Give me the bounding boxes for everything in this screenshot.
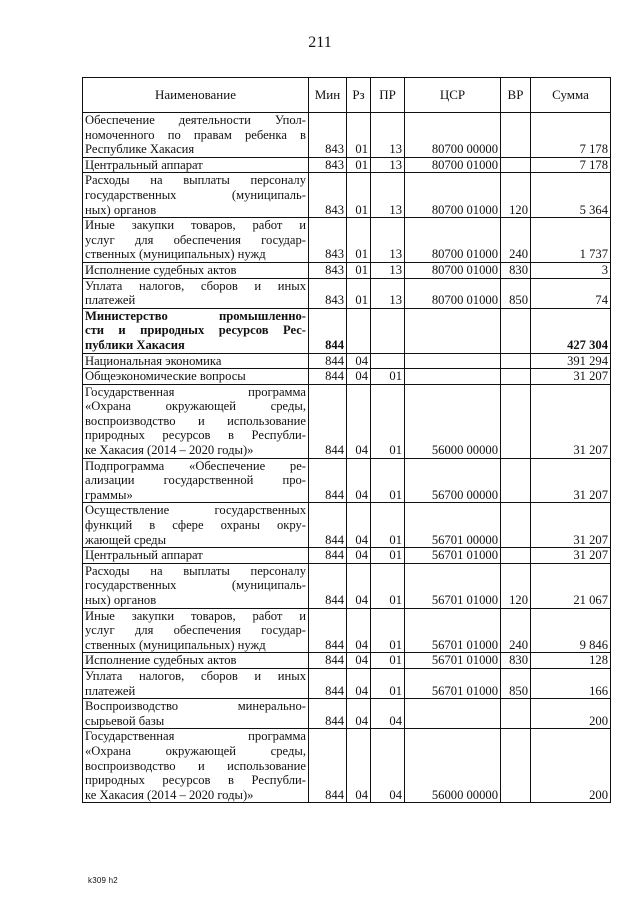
row-name [83, 668, 309, 698]
row-rz: 04 [347, 353, 371, 369]
row-pr: 13 [371, 157, 405, 173]
row-rz: 04 [347, 384, 371, 458]
table-body [83, 113, 611, 803]
row-name-line: Исполнение судебных актов [85, 653, 237, 668]
row-name-line: услуг для обеспечения государ- [85, 623, 306, 638]
table-header-row [83, 78, 611, 113]
row-name-line: ственных (муниципальных) нужд [85, 247, 266, 262]
row-csr: 80700 01000 [405, 262, 501, 278]
table-row [83, 608, 611, 653]
row-name-line: государственных (муниципаль- [85, 187, 306, 202]
row-name-line: платежей [85, 683, 136, 698]
row-vr [501, 353, 531, 369]
row-name [83, 369, 309, 385]
row-min: 844 [309, 353, 347, 369]
table-row [83, 262, 611, 278]
table-row [83, 278, 611, 308]
row-pr: 13 [371, 278, 405, 308]
row-sum: 5 364 [531, 173, 611, 218]
row-sum: 200 [531, 699, 611, 729]
row-sum: 31 207 [531, 548, 611, 564]
row-vr [501, 548, 531, 564]
table-row [83, 369, 611, 385]
row-pr: 01 [371, 608, 405, 653]
row-sum: 3 [531, 262, 611, 278]
row-name-line: «Охрана окружающей среды, [85, 743, 306, 758]
row-csr: 80700 01000 [405, 173, 501, 218]
row-vr: 240 [501, 608, 531, 653]
row-csr: 56701 01000 [405, 548, 501, 564]
row-vr: 830 [501, 262, 531, 278]
table-row [83, 113, 611, 158]
row-vr: 850 [501, 278, 531, 308]
row-name-line: сти и природных ресурсов Рес- [85, 323, 306, 338]
row-name-line: номоченного по правам ребенка в [85, 127, 306, 142]
row-rz: 01 [347, 173, 371, 218]
table-row [83, 503, 611, 548]
row-name-line: ных) органов [85, 593, 157, 607]
row-sum: 74 [531, 278, 611, 308]
row-sum: 7 178 [531, 113, 611, 158]
row-pr: 01 [371, 653, 405, 669]
row-name [83, 699, 309, 729]
row-vr [501, 157, 531, 173]
row-csr: 56701 01000 [405, 653, 501, 669]
row-min: 844 [309, 503, 347, 548]
row-csr: 80700 00000 [405, 113, 501, 158]
row-name-line: Расходы на выплаты персоналу [85, 173, 306, 188]
row-name [83, 262, 309, 278]
row-min: 844 [309, 729, 347, 803]
row-name-line: жающей среды [85, 532, 167, 547]
row-name-line: воспроизводство и использование [85, 758, 306, 773]
row-name-line: «Охрана окружающей среды, [85, 399, 306, 414]
row-name-line: Центральный аппарат [85, 157, 203, 172]
row-name-line: ке Хакасия (2014 – 2020 годы)» [85, 787, 254, 802]
row-name [83, 563, 309, 608]
row-min: 844 [309, 548, 347, 564]
row-rz: 04 [347, 563, 371, 608]
row-vr [501, 384, 531, 458]
row-name [83, 353, 309, 369]
table-row [83, 699, 611, 729]
row-csr [405, 699, 501, 729]
row-name-line: ке Хакасия (2014 – 2020 годы)» [85, 443, 254, 458]
row-name-line: Осуществление государственных [85, 503, 306, 518]
row-pr: 13 [371, 218, 405, 263]
row-csr [405, 369, 501, 385]
table-row [83, 353, 611, 369]
row-sum: 31 207 [531, 384, 611, 458]
row-min: 844 [309, 608, 347, 653]
row-sum: 128 [531, 653, 611, 669]
header-min: Мин [309, 78, 347, 113]
row-name [83, 653, 309, 669]
row-vr [501, 729, 531, 803]
row-name [83, 458, 309, 503]
row-name-line: природных ресурсов в Республи- [85, 773, 306, 788]
row-min: 843 [309, 173, 347, 218]
row-name-line: Государственная программа [85, 384, 306, 399]
row-min: 843 [309, 262, 347, 278]
row-pr: 13 [371, 173, 405, 218]
row-name [83, 308, 309, 353]
row-rz: 04 [347, 369, 371, 385]
page-number: 211 [308, 34, 332, 51]
row-name-line: граммы» [85, 487, 133, 502]
row-rz: 04 [347, 503, 371, 548]
row-name [83, 173, 309, 218]
row-min: 843 [309, 218, 347, 263]
row-rz: 01 [347, 157, 371, 173]
row-name [83, 548, 309, 564]
row-name-line: сырьевой базы [85, 713, 165, 728]
row-rz: 01 [347, 262, 371, 278]
table-row [83, 653, 611, 669]
row-pr [371, 353, 405, 369]
row-name-line: ных) органов [85, 202, 157, 217]
row-csr: 80700 01000 [405, 157, 501, 173]
row-min: 843 [309, 278, 347, 308]
row-name [83, 384, 309, 458]
row-name-line: Обеспечение деятельности Упол- [85, 113, 306, 127]
row-vr: 120 [501, 173, 531, 218]
row-name-line: Расходы на выплаты персоналу [85, 563, 306, 578]
row-name-line: платежей [85, 293, 136, 308]
row-csr: 80700 01000 [405, 278, 501, 308]
row-csr [405, 353, 501, 369]
row-name [83, 218, 309, 263]
row-rz [347, 308, 371, 353]
row-sum: 7 178 [531, 157, 611, 173]
row-sum: 31 207 [531, 458, 611, 503]
row-sum: 1 737 [531, 218, 611, 263]
row-min: 844 [309, 369, 347, 385]
row-pr: 01 [371, 369, 405, 385]
row-name-line: Центральный аппарат [85, 548, 203, 563]
row-name-line: Иные закупки товаров, работ и [85, 608, 306, 623]
row-min: 844 [309, 653, 347, 669]
row-name [83, 278, 309, 308]
row-pr: 01 [371, 384, 405, 458]
row-rz: 04 [347, 668, 371, 698]
row-name [83, 608, 309, 653]
row-min: 844 [309, 308, 347, 353]
row-name-line: Республике Хакасия [85, 142, 195, 157]
row-csr [405, 308, 501, 353]
row-vr [501, 369, 531, 385]
footer-code: k309 h2 [88, 876, 118, 885]
row-name-line: услуг для обеспечения государ- [85, 232, 306, 247]
budget-table [82, 77, 611, 803]
row-vr [501, 458, 531, 503]
row-vr [501, 113, 531, 158]
row-csr: 56000 00000 [405, 729, 501, 803]
row-vr [501, 308, 531, 353]
row-rz: 01 [347, 278, 371, 308]
table-row [83, 563, 611, 608]
row-name-line: Исполнение судебных актов [85, 262, 237, 277]
row-sum: 427 304 [531, 308, 611, 353]
row-name-line: публики Хакасия [85, 337, 185, 352]
row-name [83, 729, 309, 803]
row-name-line: Подпрограмма «Обеспечение ре- [85, 458, 306, 473]
row-pr: 13 [371, 262, 405, 278]
row-sum: 391 294 [531, 353, 611, 369]
table-row [83, 729, 611, 803]
row-min: 844 [309, 384, 347, 458]
row-name-line: природных ресурсов в Республи- [85, 428, 306, 443]
header-csr: ЦСР [405, 78, 501, 113]
row-sum: 21 067 [531, 563, 611, 608]
table-row [83, 218, 611, 263]
row-name-line: Национальная экономика [85, 353, 222, 368]
row-rz: 04 [347, 608, 371, 653]
row-name-line: воспроизводство и использование [85, 413, 306, 428]
row-sum: 31 207 [531, 369, 611, 385]
row-pr: 13 [371, 113, 405, 158]
row-rz: 04 [347, 548, 371, 564]
row-pr: 04 [371, 699, 405, 729]
row-name-line: Общеэкономические вопросы [85, 369, 246, 384]
row-name-line: государственных (муниципаль- [85, 578, 306, 593]
row-pr: 04 [371, 729, 405, 803]
table-row [83, 308, 611, 353]
table-row [83, 668, 611, 698]
row-pr: 01 [371, 503, 405, 548]
table-row [83, 173, 611, 218]
table-row [83, 157, 611, 173]
row-pr: 01 [371, 548, 405, 564]
row-rz: 04 [347, 458, 371, 503]
row-sum: 31 207 [531, 503, 611, 548]
row-rz: 04 [347, 653, 371, 669]
row-csr: 56000 00000 [405, 384, 501, 458]
row-csr: 56701 01000 [405, 563, 501, 608]
row-vr: 830 [501, 653, 531, 669]
row-min: 844 [309, 458, 347, 503]
row-name-line: функций в сфере охраны окру- [85, 518, 306, 533]
row-min: 843 [309, 113, 347, 158]
header-name: Наименование [83, 78, 309, 113]
row-vr: 240 [501, 218, 531, 263]
table-row [83, 548, 611, 564]
row-sum: 9 846 [531, 608, 611, 653]
row-name-line: Министерство промышленно- [85, 308, 306, 323]
header-sum: Сумма [531, 78, 611, 113]
table-row [83, 458, 611, 503]
row-name-line: ализации государственной про- [85, 473, 306, 488]
row-name-line: Уплата налогов, сборов и иных [85, 278, 306, 293]
row-min: 844 [309, 668, 347, 698]
row-csr: 56700 00000 [405, 458, 501, 503]
table-row [83, 384, 611, 458]
row-name-line: Государственная программа [85, 729, 306, 744]
row-sum: 166 [531, 668, 611, 698]
row-csr: 56701 00000 [405, 503, 501, 548]
row-min: 844 [309, 563, 347, 608]
row-csr: 56701 01000 [405, 608, 501, 653]
row-name [83, 113, 309, 158]
row-pr: 01 [371, 563, 405, 608]
row-rz: 01 [347, 218, 371, 263]
row-csr: 80700 01000 [405, 218, 501, 263]
row-min: 844 [309, 699, 347, 729]
row-min: 843 [309, 157, 347, 173]
header-vr: ВР [501, 78, 531, 113]
row-vr: 850 [501, 668, 531, 698]
row-vr [501, 503, 531, 548]
row-rz: 01 [347, 113, 371, 158]
row-vr: 120 [501, 563, 531, 608]
row-rz: 04 [347, 699, 371, 729]
row-csr: 56701 01000 [405, 668, 501, 698]
header-rz: Рз [347, 78, 371, 113]
row-name [83, 157, 309, 173]
row-vr [501, 699, 531, 729]
row-rz: 04 [347, 729, 371, 803]
row-name-line: Иные закупки товаров, работ и [85, 218, 306, 233]
row-name [83, 503, 309, 548]
header-pr: ПР [371, 78, 405, 113]
row-pr: 01 [371, 458, 405, 503]
row-name-line: Воспроизводство минерально- [85, 699, 306, 714]
row-name-line: ственных (муниципальных) нужд [85, 637, 266, 652]
row-name-line: Уплата налогов, сборов и иных [85, 668, 306, 683]
row-sum: 200 [531, 729, 611, 803]
row-pr: 01 [371, 668, 405, 698]
row-pr [371, 308, 405, 353]
